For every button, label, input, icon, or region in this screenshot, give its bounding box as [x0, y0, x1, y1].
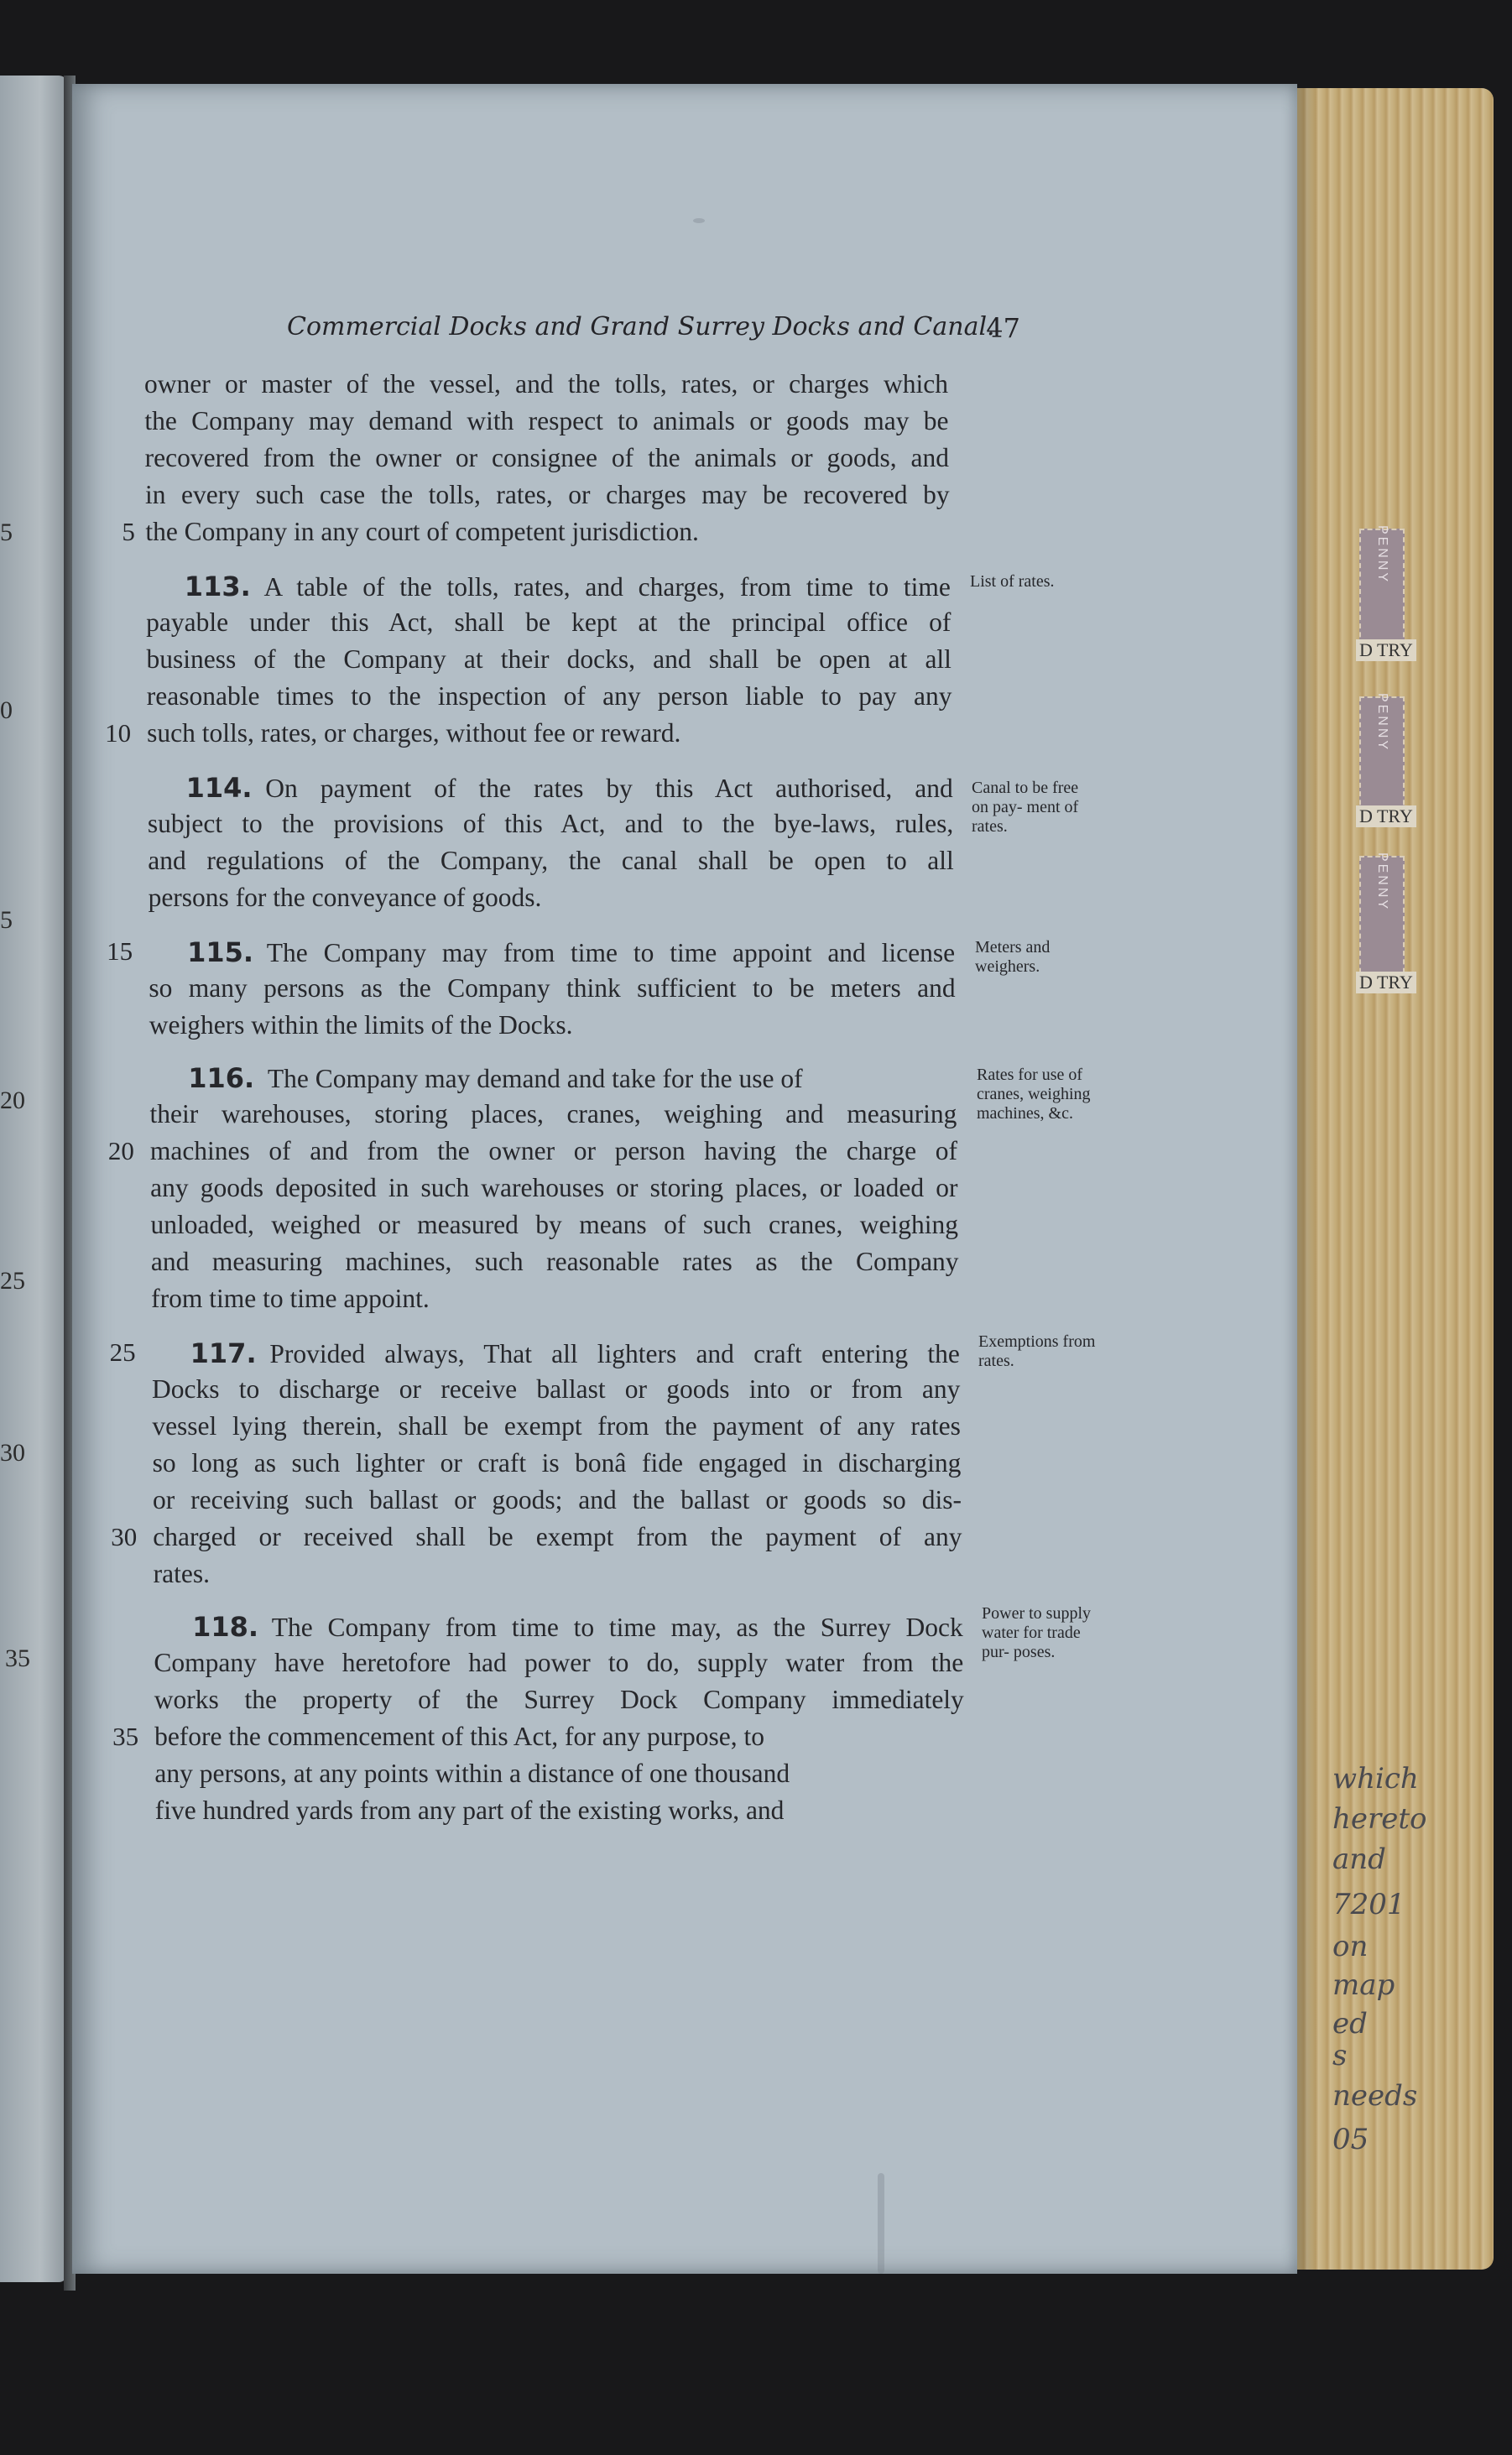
- stamp-label: D TRY: [1356, 805, 1416, 827]
- line-text: and regulations of the Company, the canal shall be open to all: [148, 846, 954, 875]
- revenue-stamp: PENNY: [1359, 529, 1405, 654]
- book-page: [72, 84, 1297, 2274]
- line-number: 25: [109, 1337, 136, 1367]
- line-text: On payment of the rates by this Act authorised, and: [265, 774, 953, 803]
- prev-line-number: 5: [0, 519, 13, 546]
- section-first-line: [185, 571, 951, 602]
- prev-line-number: 20: [0, 1087, 25, 1114]
- text-line: [148, 809, 953, 839]
- line-text: A table of the tolls, rates, and charges, from time to time: [263, 572, 951, 602]
- section-first-line: [190, 1337, 960, 1369]
- stamp-label: D TRY: [1356, 639, 1416, 661]
- text-line: [152, 1374, 960, 1405]
- text-line: [154, 1559, 210, 1589]
- prev-line-number: 35: [5, 1644, 30, 1672]
- margin-note: List of rates.: [970, 572, 1055, 591]
- line-text: vessel lying therein, shall be exempt from the payment of any rates: [152, 1411, 961, 1441]
- revenue-stamp: PENNY: [1359, 856, 1405, 982]
- section-number: 113.: [184, 571, 251, 602]
- page-header: [206, 312, 1020, 354]
- prev-line-number: 30: [0, 1439, 25, 1467]
- text-line: [148, 846, 954, 876]
- prev-line-number: 25: [0, 1267, 25, 1295]
- text-line: [154, 1685, 964, 1715]
- line-text: unloaded, weighed or measured by means of such cranes, weighing: [150, 1210, 958, 1239]
- prev-line-number: 5: [0, 906, 13, 934]
- line-number: 10: [105, 718, 132, 748]
- pencil-annotation: and: [1332, 1843, 1386, 1876]
- stamp-label: D TRY: [1356, 972, 1416, 993]
- line-text: rates.: [153, 1559, 210, 1588]
- text-line: [151, 1210, 959, 1240]
- line-text: or receiving such ballast or goods; and the ballast or goods so dis-: [152, 1485, 962, 1514]
- pencil-annotation: 7201: [1332, 1888, 1405, 1921]
- line-text: charged or received shall be exempt from the payment of any: [153, 1522, 962, 1551]
- running-title: Commercial Docks and Grand Surrey Docks and Canal.: [287, 312, 995, 341]
- margin-note: Exemptions from rates.: [978, 1332, 1096, 1370]
- line-text: such tolls, rates, or charges, without fee or reward.: [147, 718, 681, 748]
- line-text: machines of and from the owner or person having the charge of: [149, 1136, 957, 1165]
- pencil-stroke: [878, 2173, 884, 2274]
- text-line: [149, 973, 955, 1003]
- prev-line-number: 0: [0, 696, 13, 724]
- line-text: Provided always, That all lighters and craft entering the: [269, 1339, 960, 1368]
- line-text: Company have heretofore had power to do, supply water from the: [154, 1648, 964, 1677]
- line-text: The Company from time to time may, as the Surrey Dock: [271, 1613, 963, 1642]
- revenue-stamp: PENNY: [1359, 696, 1405, 822]
- pencil-annotation: s: [1332, 2039, 1348, 2072]
- text-line: [152, 1411, 961, 1441]
- line-text: The Company may demand and take for the use of: [267, 1064, 803, 1093]
- line-text: five hundred yards from any part of the existing works, and: [154, 1796, 785, 1825]
- line-text: so many persons as the Company think sufficient to be meters and: [149, 973, 956, 1003]
- text-line: [150, 1099, 957, 1129]
- text-line: [145, 480, 950, 510]
- pencil-annotation: on: [1332, 1930, 1369, 1963]
- section-number: 115.: [187, 936, 254, 968]
- text-line: [154, 1722, 764, 1752]
- text-line: [154, 1648, 963, 1678]
- margin-note: Meters and weighers.: [975, 938, 1051, 976]
- line-number: 5: [122, 517, 135, 546]
- line-text: works the property of the Surrey Dock Company immediately: [154, 1685, 964, 1714]
- text-line: [149, 1010, 573, 1040]
- line-text: owner or master of the vessel, and the tolls, rates, or charges which: [144, 369, 948, 399]
- line-text: the Company in any court of competent jurisdiction.: [145, 517, 699, 546]
- line-number: 15: [107, 936, 133, 966]
- pencil-annotation: 05: [1332, 2123, 1369, 2156]
- section-number: 117.: [190, 1337, 257, 1369]
- section-number: 116.: [188, 1062, 255, 1094]
- margin-note: Power to supply water for trade pur- poses.: [982, 1604, 1091, 1661]
- text-line: [146, 644, 951, 675]
- line-text: before the commencement of this Act, for any purpose, to: [154, 1722, 764, 1751]
- text-line: [146, 607, 951, 638]
- pencil-annotation: ed: [1332, 2007, 1368, 2041]
- text-line: [144, 406, 948, 436]
- line-text: persons for the conveyance of goods.: [148, 883, 542, 912]
- text-line: [154, 1759, 790, 1789]
- previous-page-edge: [0, 76, 67, 2282]
- line-text: recovered from the owner or consignee of the animals or goods, and: [144, 443, 950, 472]
- line-number: 35: [112, 1722, 139, 1751]
- line-text: any persons, at any points within a distance of one thousand: [154, 1759, 790, 1788]
- margin-note: Canal to be free on pay- ment of rates.: [972, 779, 1079, 836]
- text-line: [153, 1522, 962, 1552]
- section-number: 118.: [192, 1611, 259, 1643]
- line-text: The Company may from time to time appoint and license: [266, 938, 956, 967]
- text-line: [145, 443, 949, 473]
- line-text: payable under this Act, shall be kept at the principal office of: [146, 607, 952, 637]
- text-line: [150, 1136, 957, 1166]
- line-text: and measuring machines, such reasonable rates as the Company: [150, 1247, 959, 1276]
- line-text: business of the Company at their docks, and shall be open at all: [146, 644, 952, 674]
- margin-note: Rates for use of cranes, weighing machines, &c.: [977, 1066, 1091, 1123]
- text-line: [147, 681, 952, 711]
- page-number: 47: [986, 312, 1020, 344]
- text-line: [150, 1173, 957, 1203]
- line-text: their warehouses, storing places, cranes, weighing and measuring: [149, 1099, 957, 1128]
- pencil-annotation: hereto: [1332, 1802, 1427, 1836]
- line-text: any goods deposited in such warehouses or storing places, or loaded or: [150, 1173, 958, 1202]
- line-text: reasonable times to the inspection of any person liable to pay any: [146, 681, 952, 711]
- line-number: 20: [107, 1136, 134, 1165]
- text-line: [147, 718, 680, 748]
- section-number: 114.: [185, 772, 253, 804]
- text-line: [144, 369, 948, 399]
- section-first-line: [187, 936, 955, 968]
- section-first-line: [188, 1062, 802, 1094]
- text-line: [151, 1284, 430, 1314]
- text-line: [153, 1485, 962, 1515]
- pencil-annotation: map: [1332, 1968, 1395, 2002]
- text-line: [151, 1247, 959, 1277]
- line-text: in every such case the tolls, rates, or charges may be recovered by: [144, 480, 950, 509]
- section-first-line: [186, 772, 953, 804]
- line-text: subject to the provisions of this Act, and to the bye-laws, rules,: [147, 809, 954, 838]
- text-line: [149, 883, 542, 913]
- line-number: 30: [111, 1522, 138, 1551]
- text-line: [145, 517, 699, 547]
- section-first-line: [192, 1611, 963, 1643]
- line-text: the Company may demand with respect to animals or goods may be: [144, 406, 949, 435]
- text-line: [155, 1796, 785, 1826]
- pencil-annotation: needs: [1332, 2079, 1418, 2113]
- line-text: so long as such lighter or craft is bonâ fide engaged in discharging: [152, 1448, 962, 1478]
- text-line: [153, 1448, 962, 1478]
- line-text: weighers within the limits of the Docks.: [149, 1010, 573, 1040]
- line-text: Docks to discharge or receive ballast or goods into or from any: [151, 1374, 961, 1404]
- line-text: from time to time appoint.: [151, 1284, 430, 1313]
- pencil-annotation: which: [1332, 1762, 1419, 1796]
- ink-smudge: [693, 218, 705, 223]
